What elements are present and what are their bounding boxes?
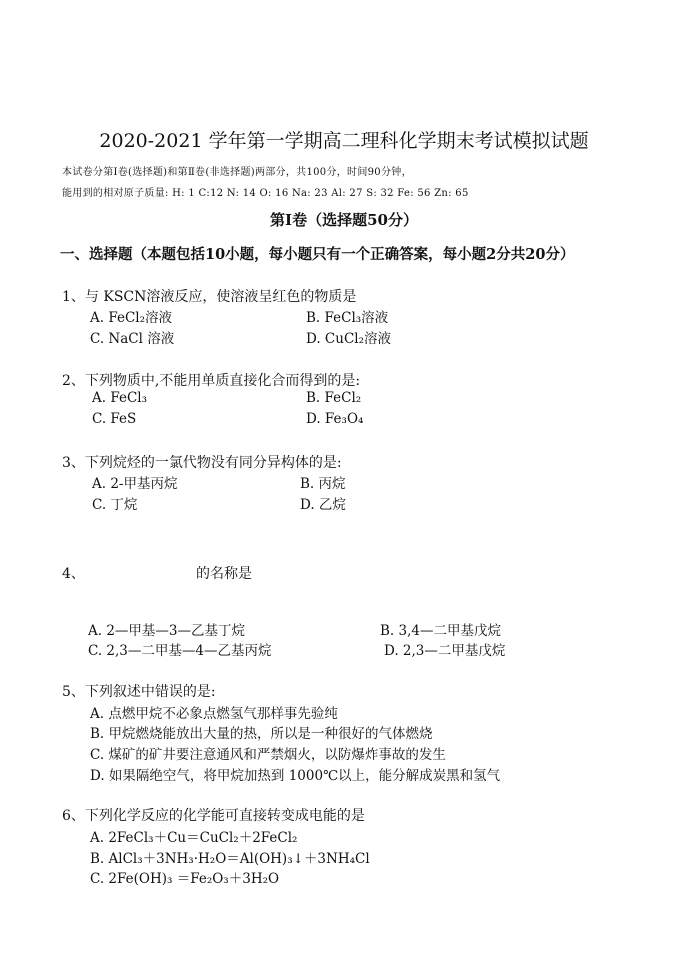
q5-option-c: C. 煤矿的矿井要注意通风和严禁烟火，以防爆炸事故的发生 [90,747,446,763]
q1-option-d: D. CuCl₂溶液 [306,331,392,347]
question-4-number: 4、 [62,566,85,582]
q6-option-c: C. 2Fe(OH)₃ ＝Fe₂O₃＋3H₂O [90,871,280,887]
q6-option-a: A. 2FeCl₃＋Cu＝CuCl₂＋2FeCl₂ [90,830,298,846]
q3-option-b: B. 丙烷 [300,476,346,492]
q3-option-a: A. 2-甲基丙烷 [92,476,178,492]
question-6-stem: 6、下列化学反应的化学能可直接转变成电能的是 [62,808,365,824]
question-4-stem: 的名称是 [196,566,252,582]
q4-option-a: A. 2—甲基—3—乙基丁烷 [88,623,246,639]
q4-option-d: D. 2,3—二甲基戊烷 [384,643,506,659]
q1-option-c: C. NaCl 溶液 [90,331,175,347]
q5-option-d: D. 如果隔绝空气，将甲烷加热到 1000℃以上，能分解成炭黑和氢气 [90,768,501,784]
q4-option-c: C. 2,3—二甲基—4—乙基丙烷 [88,643,272,659]
exam-info-line-1: 本试卷分第Ⅰ卷(选择题)和第Ⅱ卷(非选择题)两部分，共100分，时间90分钟， [62,167,412,178]
question-3-stem: 3、下列烷烃的一氯代物没有同分异构体的是: [62,455,342,471]
q5-option-b: B. 甲烷燃烧能放出大量的热，所以是一种很好的气体燃烧 [90,726,433,742]
q1-option-b: B. FeCl₃溶液 [306,310,389,326]
q2-option-a: A. FeCl₃ [92,390,148,406]
q5-option-a: A. 点燃甲烷不必象点燃氢气那样事先验纯 [90,706,338,722]
question-2-stem: 2、下列物质中,不能用单质直接化合而得到的是: [62,373,361,389]
part-1-heading: 第Ⅰ卷（选择题50分） [270,211,418,229]
q2-option-b: B. FeCl₂ [306,390,362,406]
q6-option-b: B. AlCl₃＋3NH₃·H₂O＝Al(OH)₃↓＋3NH₄Cl [90,851,370,867]
q4-option-b: B. 3,4—二甲基戊烷 [380,623,501,639]
q2-option-c: C. FeS [92,411,137,427]
q2-option-d: D. Fe₃O₄ [306,411,364,427]
q3-option-c: C. 丁烷 [92,497,138,513]
q1-option-a: A. FeCl₂溶液 [90,310,173,326]
exam-title: 2020-2021 学年第一学期高二理科化学期末考试模拟试题 [99,130,589,152]
q3-option-d: D. 乙烷 [300,497,346,513]
question-5-stem: 5、下列叙述中错误的是: [62,684,216,700]
section-1-heading: 一、选择题（本题包括10小题，每小题只有一个正确答案，每小题2分共20分） [60,246,575,263]
exam-info-line-2: 能用到的相对原子质量: H: 1 C:12 N: 14 O: 16 Na: 23 Al: 27 S: 32 Fe: 56 Zn: 65 [62,188,469,199]
question-1-stem: 1、与 KSCN溶液反应，使溶液呈红色的物质是 [62,289,357,305]
